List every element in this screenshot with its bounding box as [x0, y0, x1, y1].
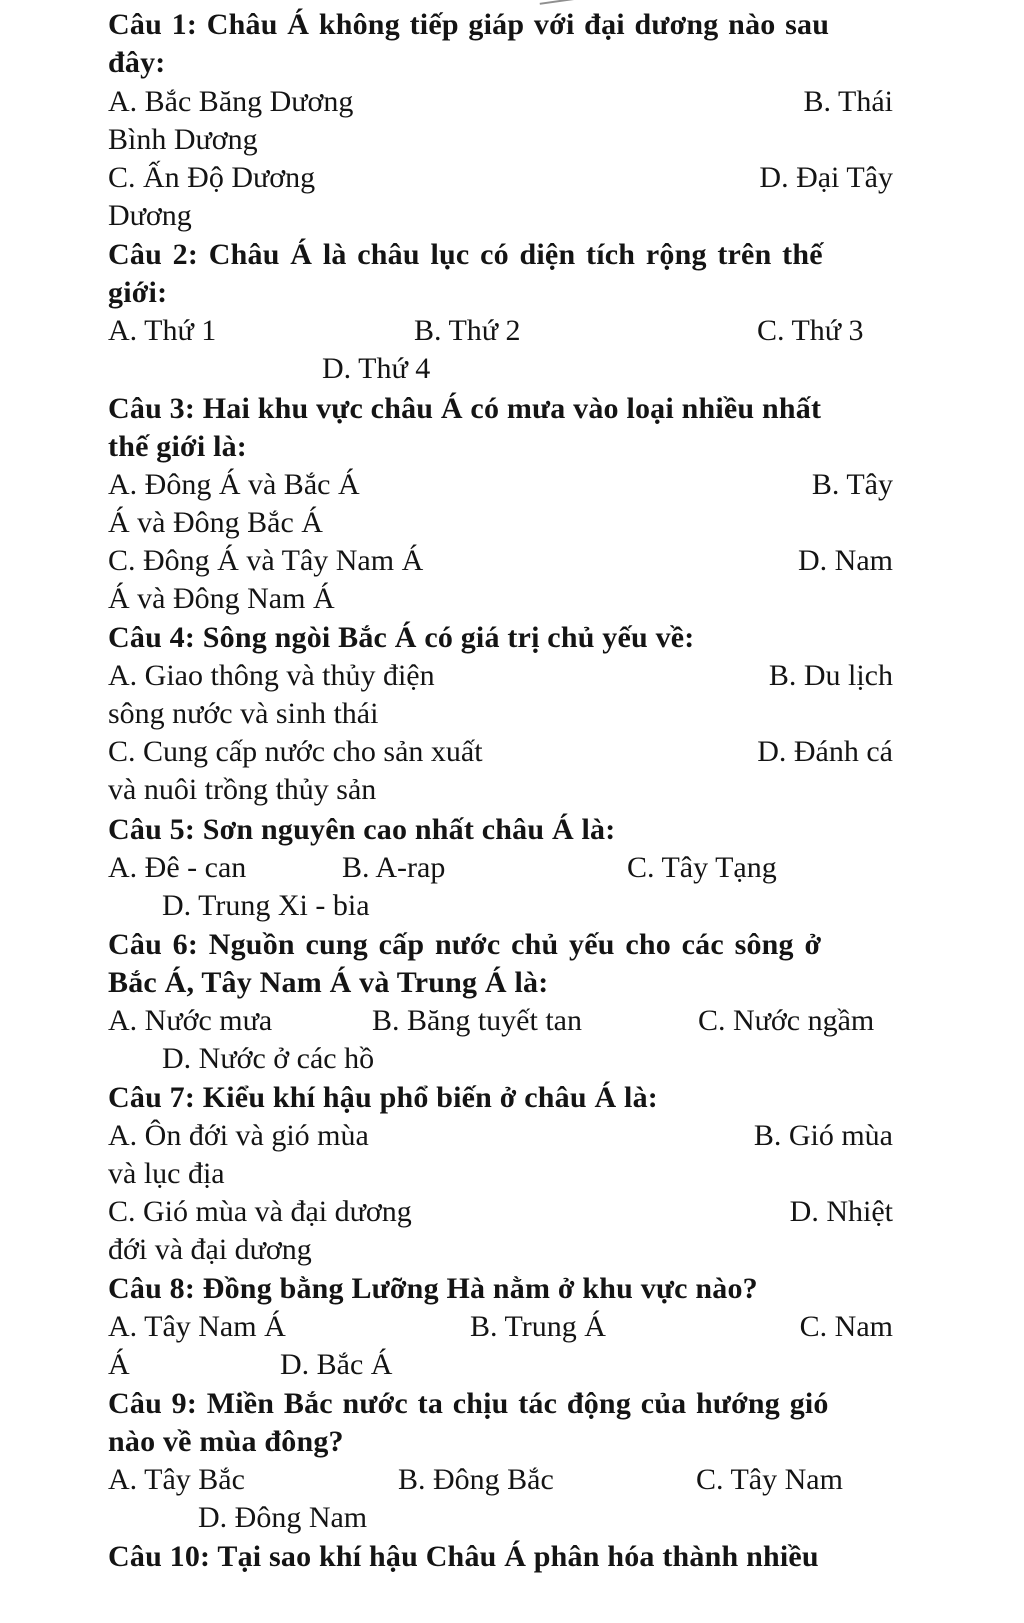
question-8-option-c-cont: Á: [108, 1348, 130, 1381]
question-5-title: Câu 5: Sơn nguyên cao nhất châu Á là:: [108, 813, 616, 846]
question-4-option-b-cont: sông nước và sinh thái: [108, 697, 379, 730]
question-2-option-a: A. Thứ 1: [108, 314, 217, 347]
question-8-option-c: C. Nam: [799, 1310, 893, 1343]
question-1-option-b-cont: Bình Dương: [108, 123, 258, 156]
question-7-option-a: A. Ôn đới và gió mùa: [108, 1119, 369, 1152]
question-9-option-d: D. Đông Nam: [198, 1501, 368, 1534]
question-2-title-cont: giới:: [108, 276, 168, 309]
question-8-option-b: B. Trung Á: [470, 1310, 606, 1343]
question-4-option-c: C. Cung cấp nước cho sản xuất: [108, 735, 483, 768]
question-7-title: Câu 7: Kiểu khí hậu phổ biến ở châu Á là:: [108, 1081, 658, 1114]
question-4-title: Câu 4: Sông ngòi Bắc Á có giá trị chủ yếu về:: [108, 621, 695, 654]
question-7-option-c: C. Gió mùa và đại dương: [108, 1195, 412, 1228]
question-4-option-b: B. Du lịch: [768, 659, 893, 692]
question-1-title: Câu 1: Châu Á không tiếp giáp với đại dương nào sau: [108, 8, 830, 41]
question-6-option-a: A. Nước mưa: [108, 1004, 273, 1037]
question-2-title: Câu 2: Châu Á là châu lục có diện tích rộng trên thế: [108, 238, 823, 271]
question-8-title: Câu 8: Đồng bằng Lưỡng Hà nằm ở khu vực nào?: [108, 1272, 758, 1305]
question-2-option-c: C. Thứ 3: [757, 314, 864, 347]
question-7-option-b: B. Gió mùa: [753, 1119, 893, 1152]
question-3-option-b-cont: Á và Đông Bắc Á: [108, 506, 323, 539]
question-3-option-b: B. Tây: [811, 468, 893, 501]
question-3-option-a: A. Đông Á và Bắc Á: [108, 468, 360, 501]
question-6-option-d: D. Nước ở các hồ: [162, 1042, 375, 1075]
question-8-option-a: A. Tây Nam Á: [108, 1310, 286, 1343]
question-7-option-d-cont: đới và đại dương: [108, 1233, 312, 1266]
question-6-option-b: B. Băng tuyết tan: [372, 1004, 582, 1037]
question-5-option-a: A. Đê - can: [108, 851, 247, 884]
question-5-option-b: B. A-rap: [342, 851, 446, 884]
question-3-title: Câu 3: Hai khu vực châu Á có mưa vào loại nhiều nhất: [108, 392, 822, 425]
question-1-option-d-cont: Dương: [108, 199, 192, 232]
question-3-option-c: C. Đông Á và Tây Nam Á: [108, 544, 424, 577]
question-9-option-b: B. Đông Bắc: [398, 1463, 554, 1496]
question-6-title-cont: Bắc Á, Tây Nam Á và Trung Á là:: [108, 966, 549, 999]
question-4-option-d-cont: và nuôi trồng thủy sản: [108, 773, 377, 806]
question-1-option-c: C. Ấn Độ Dương: [108, 161, 316, 194]
question-9-option-c: C. Tây Nam: [696, 1463, 843, 1496]
question-1-option-d: D. Đại Tây: [759, 161, 893, 194]
question-4-option-d: D. Đánh cá: [757, 735, 893, 768]
question-10-title: Câu 10: Tại sao khí hậu Châu Á phân hóa thành nhiều: [108, 1540, 819, 1573]
question-3-title-cont: thế giới là:: [108, 430, 247, 463]
question-3-option-d: D. Nam: [798, 544, 893, 577]
question-6-title: Câu 6: Nguồn cung cấp nước chủ yếu cho các sông ở: [108, 928, 822, 961]
question-6-option-c: C. Nước ngầm: [698, 1004, 875, 1037]
question-4-option-a: A. Giao thông và thủy điện: [108, 659, 435, 692]
question-1-option-b: B. Thái: [803, 85, 893, 118]
question-2-option-b: B. Thứ 2: [414, 314, 521, 347]
question-5-option-d: D. Trung Xi - bia: [162, 889, 370, 922]
question-1-option-a: A. Bắc Băng Dương: [108, 85, 354, 118]
question-7-option-b-cont: và lục địa: [108, 1157, 225, 1190]
question-3-option-d-cont: Á và Đông Nam Á: [108, 582, 335, 615]
question-5-option-c: C. Tây Tạng: [627, 851, 777, 884]
question-8-option-d: D. Bắc Á: [280, 1348, 393, 1381]
question-2-option-d: D. Thứ 4: [322, 352, 431, 385]
question-9-option-a: A. Tây Bắc: [108, 1463, 245, 1496]
question-1-title-cont: đây:: [108, 46, 166, 79]
question-9-title: Câu 9: Miền Bắc nước ta chịu tác động của hướng gió: [108, 1387, 829, 1420]
question-7-option-d: D. Nhiệt: [789, 1195, 893, 1228]
question-9-title-cont: nào về mùa đông?: [108, 1425, 344, 1458]
